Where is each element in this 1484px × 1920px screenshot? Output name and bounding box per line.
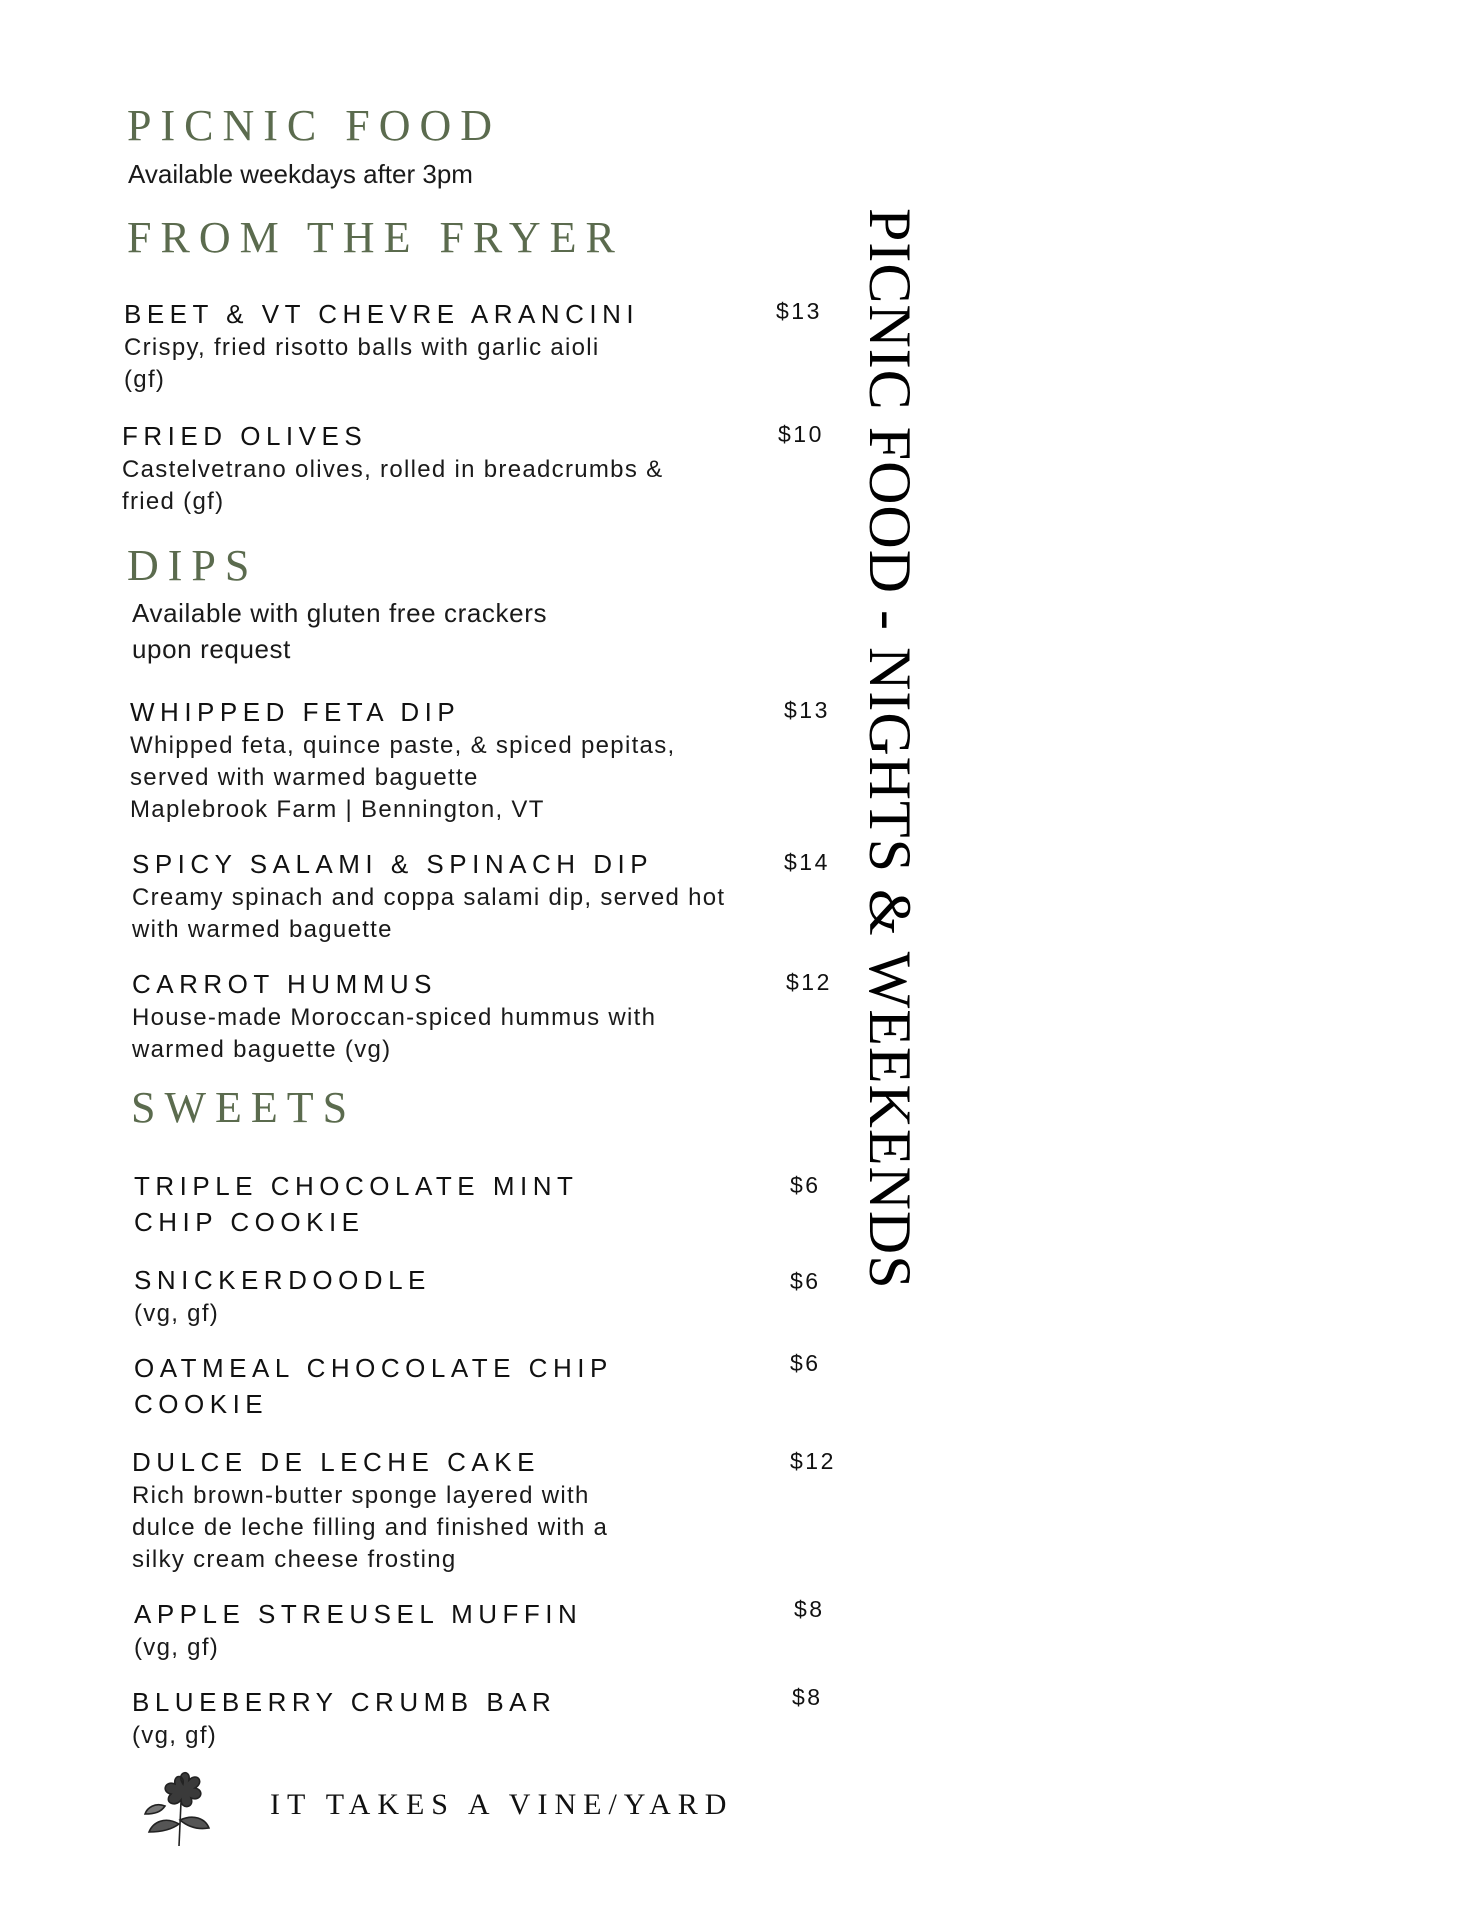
menu-item-salami-spinach-dip bbox=[132, 846, 852, 946]
item-price: $12 bbox=[790, 1448, 836, 1474]
menu-item-oatmeal-cookie bbox=[134, 1350, 854, 1422]
item-name: BEET & VT CHEVRE ARANCINI bbox=[124, 299, 640, 329]
vertical-side-title: PICNIC FOOD - NIGHTS & WEEKENDS bbox=[857, 208, 923, 1290]
picnic-availability-note: Available weekdays after 3pm bbox=[128, 159, 473, 189]
item-description: Crispy, fried risotto balls with garlic aioli (gf) bbox=[124, 334, 600, 393]
item-price: $6 bbox=[790, 1172, 821, 1198]
item-description: (vg, gf) bbox=[132, 1722, 218, 1749]
item-description: Creamy spinach and coppa salami dip, served hot with warmed baguette bbox=[132, 884, 726, 943]
item-description: (vg, gf) bbox=[134, 1634, 220, 1661]
item-name: FRIED OLIVES bbox=[122, 421, 368, 451]
item-name: DULCE DE LECHE CAKE bbox=[132, 1447, 540, 1477]
menu-item-carrot-hummus bbox=[132, 966, 852, 1066]
item-description: Whipped feta, quince paste, & spiced pepitas, served with warmed baguette Maplebrook Farm | Bennington, VT bbox=[130, 732, 676, 823]
item-price: $13 bbox=[776, 298, 822, 324]
menu-item-triple-chocolate-cookie bbox=[134, 1168, 854, 1240]
item-description: Castelvetrano olives, rolled in breadcrumbs & fried (gf) bbox=[122, 456, 664, 515]
dips-gluten-free-note: Available with gluten free crackers upon request bbox=[132, 598, 548, 664]
item-name: SNICKERDOODLE bbox=[134, 1265, 431, 1295]
item-price: $10 bbox=[778, 421, 824, 447]
item-name: APPLE STREUSEL MUFFIN bbox=[134, 1599, 583, 1629]
item-price: $12 bbox=[786, 969, 832, 995]
clover-flower-icon bbox=[135, 1762, 225, 1852]
item-description: House-made Moroccan-spiced hummus with warmed baguette (vg) bbox=[132, 1004, 657, 1063]
item-name: OATMEAL CHOCOLATE CHIP COOKIE bbox=[134, 1353, 613, 1419]
section-title-dips: DIPS bbox=[127, 541, 259, 590]
menu-item-blueberry-crumb-bar bbox=[132, 1684, 852, 1752]
menu-item-snickerdoodle bbox=[134, 1262, 854, 1330]
menu-item-fried-olives bbox=[122, 418, 842, 518]
item-name: SPICY SALAMI & SPINACH DIP bbox=[132, 849, 654, 879]
item-price: $6 bbox=[790, 1268, 821, 1294]
section-title-sweets: SWEETS bbox=[131, 1083, 357, 1132]
menu-item-dulce-de-leche-cake bbox=[132, 1444, 852, 1576]
menu-item-whipped-feta-dip bbox=[130, 694, 850, 826]
section-title-picnic-food: PICNIC FOOD bbox=[127, 101, 502, 150]
item-name: TRIPLE CHOCOLATE MINT CHIP COOKIE bbox=[134, 1171, 579, 1237]
section-title-fryer: FROM THE FRYER bbox=[127, 213, 624, 262]
footer-tagline: IT TAKES A VINE/YARD bbox=[270, 1788, 734, 1821]
item-price: $8 bbox=[794, 1596, 825, 1622]
item-name: CARROT HUMMUS bbox=[132, 969, 438, 999]
item-price: $8 bbox=[792, 1684, 823, 1710]
menu-item-arancini bbox=[124, 296, 844, 396]
item-name: BLUEBERRY CRUMB BAR bbox=[132, 1687, 557, 1717]
item-price: $13 bbox=[784, 697, 830, 723]
item-price: $6 bbox=[790, 1350, 821, 1376]
menu-item-apple-streusel-muffin bbox=[134, 1596, 854, 1664]
item-description: (vg, gf) bbox=[134, 1300, 220, 1327]
item-description: Rich brown-butter sponge layered with dulce de leche filling and finished with a silky cream cheese frosting bbox=[132, 1482, 609, 1573]
item-price: $14 bbox=[784, 849, 830, 875]
item-name: WHIPPED FETA DIP bbox=[130, 697, 461, 727]
